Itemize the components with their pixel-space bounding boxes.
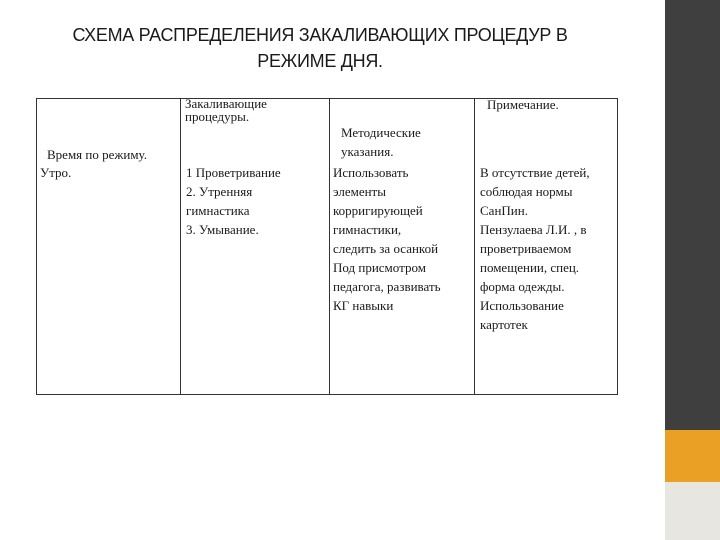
row-guidelines: Использовать элементы корригирующей гимнастики, следить за осанкой Под присмотром педагога, развивать КГ навыки <box>333 165 441 313</box>
header-guidelines: Методические указания. <box>341 125 421 159</box>
column-divider-1 <box>180 98 181 395</box>
column-divider-3 <box>474 98 475 395</box>
header-time: Время по режиму. <box>47 147 147 162</box>
sidebar-dark-block <box>665 0 720 430</box>
row-procedures: 1 Проветривание 2. Утренняя гимнастика 3. Умывание. <box>186 165 281 237</box>
title-line-2: РЕЖИМЕ ДНЯ. <box>257 51 383 71</box>
header-procedures: Закаливающие процедуры. <box>185 96 267 124</box>
slide-title <box>40 22 600 74</box>
title-line-1: СХЕМА РАСПРЕДЕЛЕНИЯ ЗАКАЛИВАЮЩИХ ПРОЦЕДУР В <box>72 25 568 45</box>
header-notes: Примечание. <box>487 97 559 112</box>
column-divider-2 <box>329 98 330 395</box>
row-time: Утро. <box>40 165 72 180</box>
sidebar-light-block <box>665 482 720 540</box>
sidebar-accent-block <box>665 430 720 482</box>
row-notes: В отсутствие детей, соблюдая нормы СанПин. Пензулаева Л.И. , в проветриваемом помещении, спец. форма одежды. Использование картотек <box>480 165 590 332</box>
